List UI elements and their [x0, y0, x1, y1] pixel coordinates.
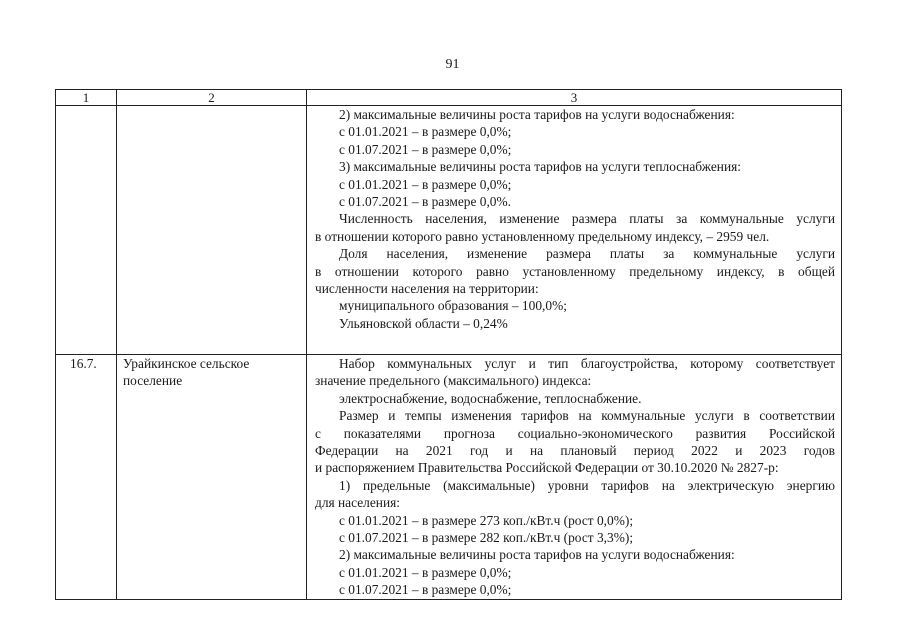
text-line: Размер и темпы изменения тарифов на коммунальные услуги в соответствии: [339, 408, 835, 424]
text-line: с 01.01.2021 – в размере 0,0%;: [339, 564, 512, 580]
page-number: 91: [445, 57, 460, 72]
text-line: численности населения на территории:: [315, 281, 539, 297]
text-line: 1) предельные (максимальные) уровни тарифов на электрическую энергию: [339, 477, 835, 493]
text-line: с 01.07.2021 – в размере 282 коп./кВт.ч (рост 3,3%);: [339, 530, 634, 546]
text-line: с 01.07.2021 – в размере 0,0%.: [339, 194, 511, 210]
settlement-name: Урайкинское сельское поселение: [117, 355, 307, 600]
text-line: электроснабжение, водоснабжение, теплоснабжение.: [339, 390, 642, 406]
text-line: в отношении которого равно установленному предельному индексу, в общей: [315, 263, 835, 279]
row-content: [307, 106, 842, 355]
row-number: 16.7.: [56, 355, 117, 600]
table-row: [56, 355, 842, 600]
table-row: [56, 106, 842, 355]
table-header-row: [56, 90, 842, 106]
tariff-table: [55, 89, 842, 600]
text-line: и распоряжением Правительства Российской Федерации от 30.10.2020 № 2827-р:: [315, 460, 779, 476]
text-line: 3) максимальные величины роста тарифов на услуги теплоснабжения:: [339, 159, 741, 175]
text-line: с 01.01.2021 – в размере 0,0%;: [339, 124, 512, 140]
text-line: для населения:: [315, 495, 400, 511]
text-line: Ульяновской области – 0,24%: [339, 315, 508, 331]
settlement-name: [117, 106, 307, 355]
column-header: 1: [56, 90, 117, 106]
row-content: [307, 355, 842, 600]
text-line: Федерации на 2021 год и на плановый период 2022 и 2023 годов: [315, 443, 835, 459]
text-line: 2) максимальные величины роста тарифов на услуги водоснабжения:: [339, 107, 735, 122]
text-line: муниципального образования – 100,0%;: [339, 298, 567, 314]
column-header: 2: [117, 90, 307, 106]
text-line: Набор коммунальных услуг и тип благоустройства, которому соответствует: [339, 356, 835, 371]
row-number: [56, 106, 117, 355]
text-line: значение предельного (максимального) индекса:: [315, 373, 592, 389]
text-line: с 01.01.2021 – в размере 273 коп./кВт.ч (рост 0,0%);: [339, 512, 634, 528]
text-line: с 01.01.2021 – в размере 0,0%;: [339, 176, 512, 192]
column-header: 3: [307, 90, 842, 106]
text-line: с показателями прогноза социально-экономического развития Российской: [315, 425, 835, 441]
text-line: с 01.07.2021 – в размере 0,0%;: [339, 582, 512, 598]
text-line: Численность населения, изменение размера платы за коммунальные услуги: [339, 211, 835, 227]
text-line: 2) максимальные величины роста тарифов на услуги водоснабжения:: [339, 547, 735, 563]
text-line: Доля населения, изменение размера платы за коммунальные услуги: [339, 246, 835, 262]
text-line: с 01.07.2021 – в размере 0,0%;: [339, 141, 512, 157]
text-line: в отношении которого равно установленному предельному индексу, – 2959 чел.: [315, 228, 770, 244]
